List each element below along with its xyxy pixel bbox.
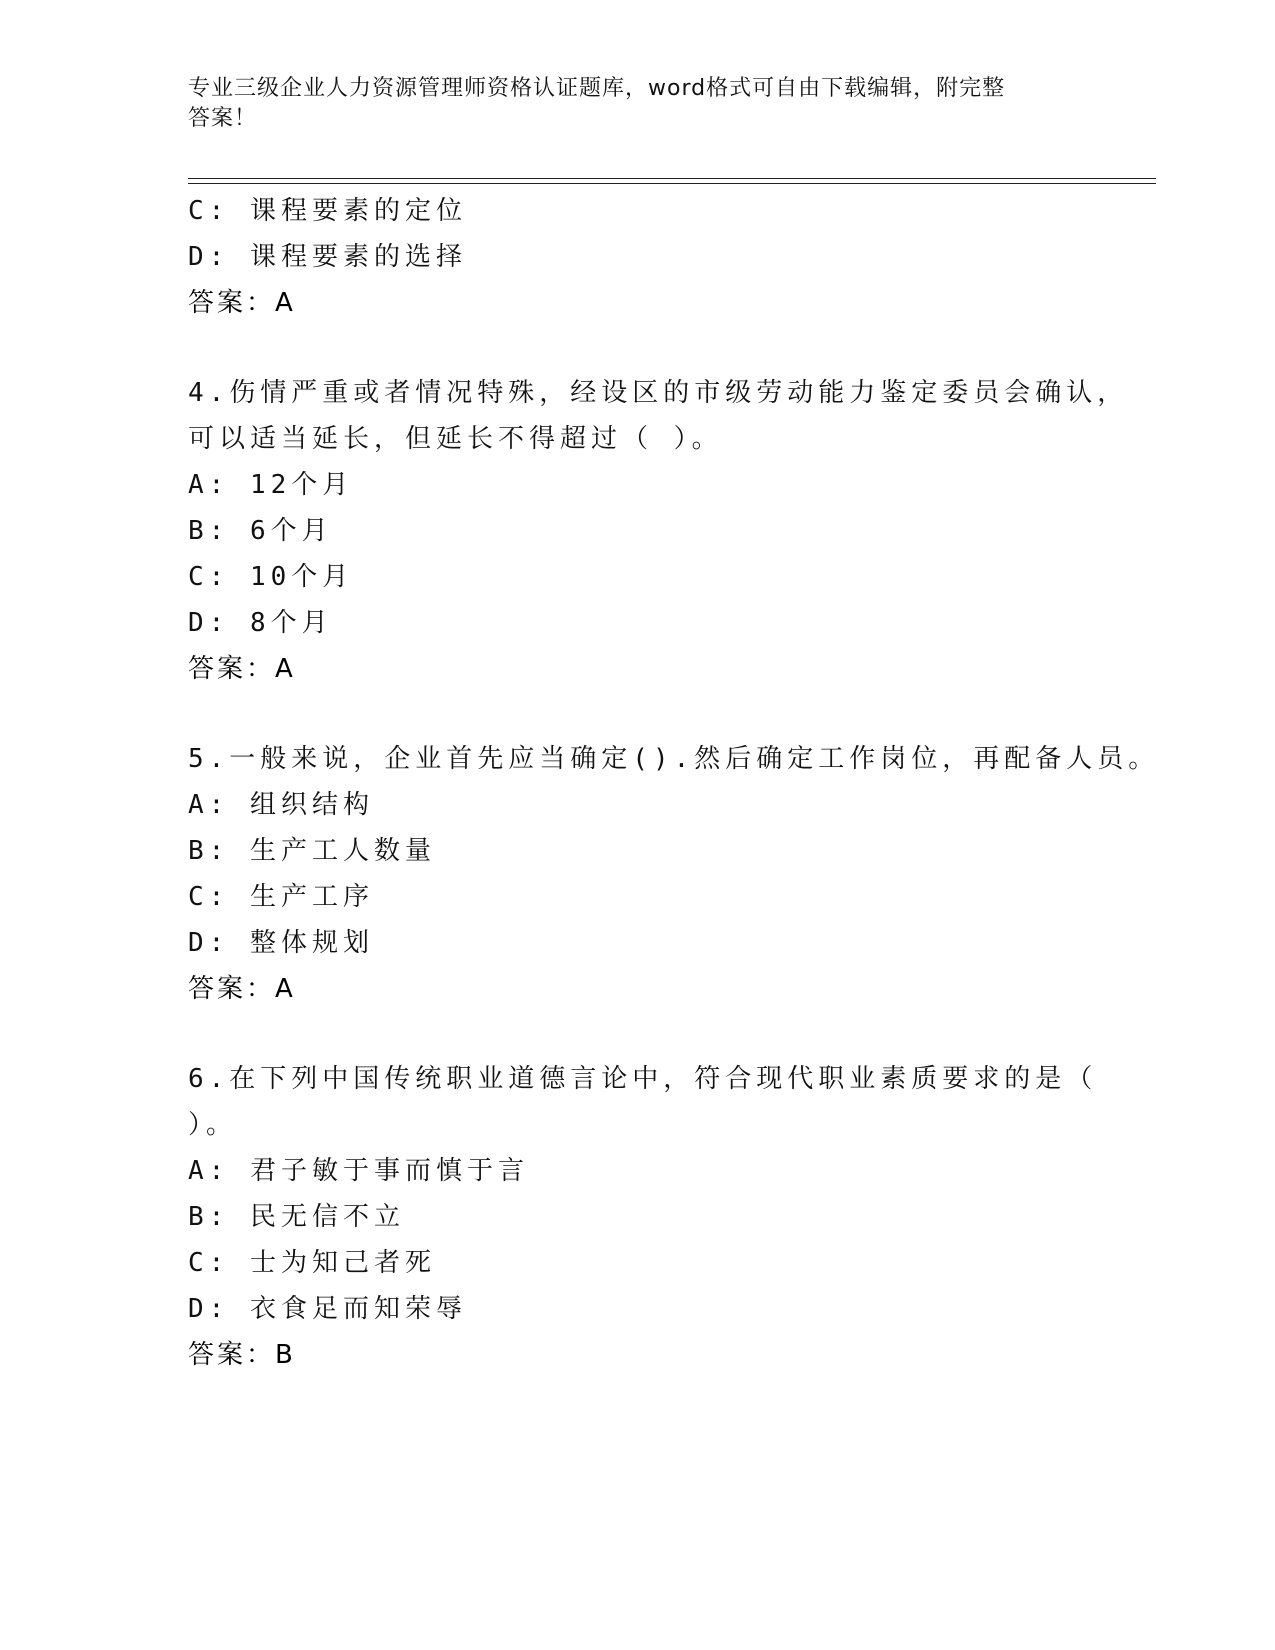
answer-label: 答案：A <box>188 654 296 684</box>
option-a: A: 12个月 <box>188 470 354 500</box>
header-line-1: 专业三级企业人力资源管理师资格认证题库，word格式可自由下载编辑，附完整 <box>188 76 1006 101</box>
option-c: C: 生产工序 <box>188 882 374 912</box>
question-block-6 <box>188 1056 1098 1378</box>
page-header <box>188 74 1088 134</box>
spacer <box>188 326 1088 370</box>
spacer <box>188 692 1088 736</box>
option-a: A: 组织结构 <box>188 790 374 820</box>
header-rule-bottom <box>188 183 1156 184</box>
option-d: D: 8个月 <box>188 608 333 638</box>
question-stem: ）。 <box>188 1110 238 1140</box>
header-rule-top <box>188 178 1156 179</box>
question-block-3 <box>188 188 1088 326</box>
question-stem: 5.一般来说，企业首先应当确定().然后确定工作岗位，再配备人员。 <box>188 744 1160 774</box>
question-stem: 可以适当延长，但延长不得超过（ ）。 <box>188 424 723 454</box>
header-line-2: 答案！ <box>188 106 258 131</box>
option-b: B: 6个月 <box>188 516 333 546</box>
option-a: A: 君子敏于事而慎于言 <box>188 1156 529 1186</box>
answer-label: 答案：A <box>188 288 296 318</box>
question-stem: 6.在下列中国传统职业道德言论中，符合现代职业素质要求的是（ <box>188 1064 1098 1094</box>
question-stem: 4.伤情严重或者情况特殊，经设区的市级劳动能力鉴定委员会确认， <box>188 378 1129 408</box>
option-c: C: 10个月 <box>188 562 354 592</box>
option-b: B: 民无信不立 <box>188 1202 405 1232</box>
question-content <box>188 188 1160 1378</box>
question-block-5 <box>188 736 1160 1012</box>
option-d: D: 课程要素的选择 <box>188 242 467 272</box>
option-d: D: 衣食足而知荣辱 <box>188 1294 467 1324</box>
question-block-4 <box>188 370 1129 692</box>
option-d: D: 整体规划 <box>188 928 374 958</box>
answer-label: 答案：B <box>188 1340 296 1370</box>
option-c: C: 士为知己者死 <box>188 1248 436 1278</box>
answer-label: 答案：A <box>188 974 296 1004</box>
option-b: B: 生产工人数量 <box>188 836 436 866</box>
option-c: C: 课程要素的定位 <box>188 196 467 226</box>
spacer <box>188 1012 1088 1056</box>
